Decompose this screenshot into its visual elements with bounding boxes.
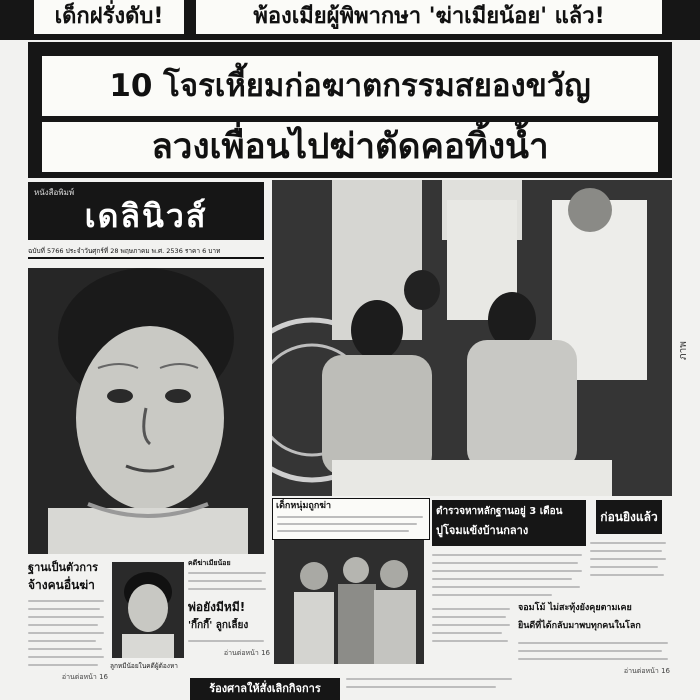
lower-left-continued: อ่านต่อหน้า 16	[61, 673, 108, 681]
quote-headline: พ่อยังมีหมี!	[188, 600, 246, 614]
portrait-photo-elderly-woman	[28, 268, 264, 554]
col-news-head: คดีฆ่าเมียน้อย	[188, 559, 231, 567]
masthead-kicker: หนังสือพิมพ์	[34, 188, 75, 197]
lower-left-story	[28, 560, 108, 700]
suspects-illustration	[272, 180, 672, 496]
middle-headline-box	[432, 500, 586, 546]
right-column-body	[590, 538, 670, 590]
right-lower-body	[518, 638, 672, 678]
middle-column-body	[432, 550, 586, 600]
young-man-illustration	[112, 562, 184, 658]
young-man-photo	[112, 562, 184, 658]
caption-head: เด็กหนุ่มถูกฆ่า	[276, 501, 332, 511]
right-headline-line-2: ยินดีที่ได้กลับมาพบทุกคนในโลก	[518, 621, 641, 631]
quote-story	[188, 558, 270, 670]
masthead	[28, 182, 264, 240]
officers-photo	[274, 540, 424, 664]
center-lower-body	[432, 604, 514, 664]
banner-line-2: ลวงเพื่อนไปฆ่าตัดคอทิ้งน้ำ	[42, 122, 658, 172]
quote-continued: อ่านต่อหน้า 16	[223, 649, 270, 657]
young-man-caption: ลูกหมีน้อยในคดีผู้ต้องหา	[110, 662, 178, 670]
top-left-headline: เด็กฝรั่งดับ!	[34, 0, 184, 34]
middle-headline-line-1: ตำรวจหาหลักฐานอยู่ 3 เดือน	[436, 506, 563, 517]
top-right-headline: พ้องเมียผู้พิพากษา 'ฆ่าเมียน้อย' แล้ว!	[196, 0, 662, 34]
bottom-headline: ร้องศาลให้สั่งเลิกกิจการ	[190, 678, 340, 700]
lower-left-headline-1: ฐานเป็นตัวการ	[28, 561, 99, 574]
right-box-label: ก่อนยิงแล้ว	[596, 500, 662, 534]
caption-box	[272, 498, 430, 540]
right-headline-line-1: จอมโม้ ไม่สะทุ้งยังคุยตามเคย	[518, 603, 632, 613]
officers-illustration	[274, 540, 424, 664]
banner-line-1: 10 โจรเหี้ยมก่อฆาตกรรมสยองขวัญ	[42, 56, 658, 116]
suspects-photo	[272, 180, 672, 496]
bottom-right-body	[346, 672, 516, 698]
lower-left-headline-2: จ้างคนอื่นฆ่า	[28, 578, 95, 592]
masthead-title: เดลินิวส์	[84, 197, 208, 235]
side-mark: ภาพ	[678, 341, 689, 360]
right-continued: อ่านต่อหน้า 16	[623, 667, 670, 675]
portrait-illustration	[28, 268, 264, 554]
middle-headline-line-2: ปูโจมแข้งบ้านกลาง	[436, 524, 529, 537]
quote-sub: 'กี๊กกี๊' ลูกเลี้ยง	[188, 620, 249, 631]
masthead-date-line: ฉบับที่ 5766 ประจำวันศุกร์ที่ 28 พฤษภาคม พ.ศ. 2536 ราคา 6 บาท	[28, 245, 264, 259]
